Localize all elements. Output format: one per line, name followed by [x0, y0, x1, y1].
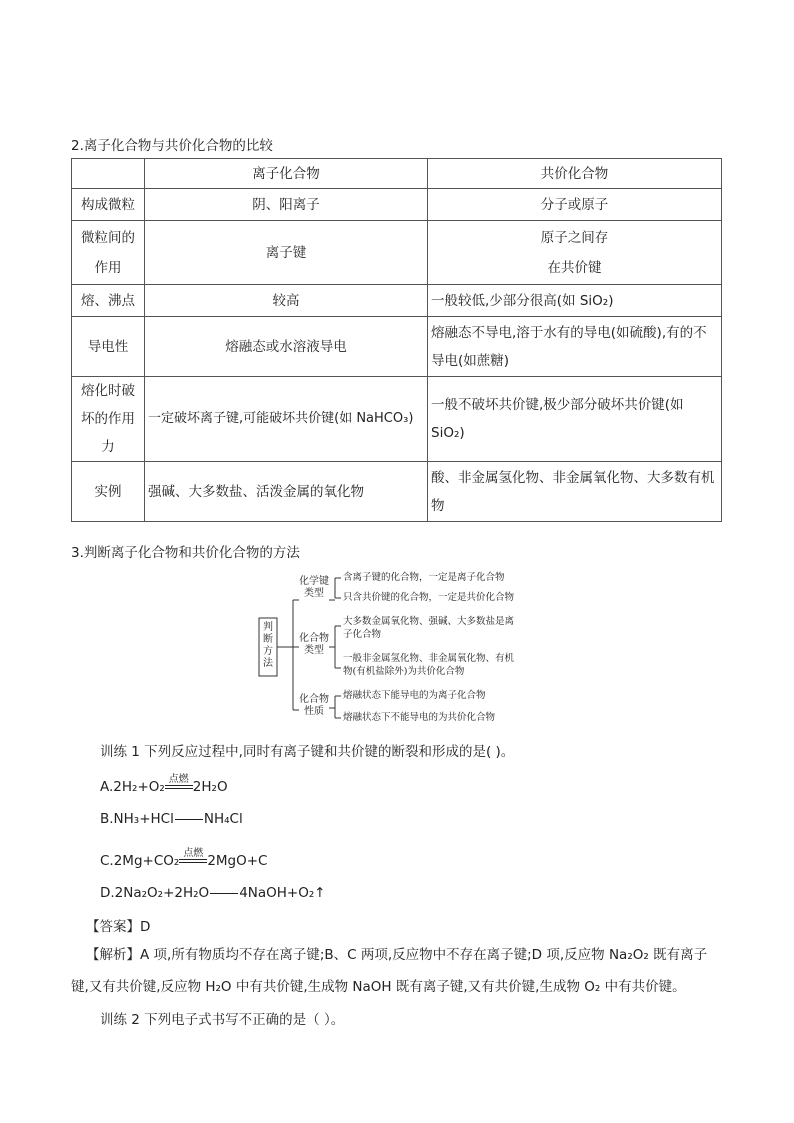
diagram-branch-label [293, 576, 335, 600]
equation-left: C.2Mg+CO₂ [100, 853, 180, 869]
table-cell [428, 221, 722, 285]
table-cell: 阴、阳离子 [145, 189, 428, 221]
diagram-item: 熔融状态下能导电的为离子化合物 [343, 690, 486, 701]
table-cell: 熔融态或水溶液导电 [145, 317, 428, 377]
table-row [72, 462, 722, 522]
equation-right: 2MgO+C [207, 853, 268, 869]
table-cell: 较高 [145, 285, 428, 317]
exercise-2-question: 训练 2 下列电子式书写不正确的是（ ）。 [100, 1012, 345, 1028]
table-cell: 熔融态不导电,溶于水有的导电(如硫酸),有的不导电(如蔗糖) [428, 317, 722, 377]
option-c [100, 848, 268, 869]
table-cell [72, 221, 145, 285]
equation-right: 2H₂O [192, 779, 228, 795]
table-row [72, 377, 722, 462]
diagram-item: 熔融状态下不能导电的为共价化合物 [343, 712, 496, 723]
cell-line: 作用 [94, 259, 122, 276]
branch-label-line: 类型 [304, 588, 324, 599]
reaction-arrow-icon [179, 848, 207, 866]
equation-left: A.2H₂+O₂ [100, 779, 165, 795]
table-cell: 一定破坏离子键,可能破坏共价键(如 NaHCO₃) [145, 377, 428, 462]
equation-left: B.NH₃+HCl [100, 811, 174, 827]
option-b [100, 811, 243, 827]
equation-right: 4NaOH+O₂↑ [239, 885, 326, 901]
diagram-root-label: 判断方法 [263, 622, 273, 669]
table-cell: 构成微粒 [72, 189, 145, 221]
diagram-item: 物(有机盐除外)为共价化合物 [343, 666, 465, 677]
table-cell: 分子或原子 [428, 189, 722, 221]
equation-right: NH₄Cl [203, 811, 243, 827]
comparison-table [71, 158, 722, 522]
diagram-branch-label [293, 633, 335, 657]
method-diagram [257, 570, 557, 730]
table-cell: 强碱、大多数盐、活泼金属的氧化物 [145, 462, 428, 522]
diagram-branch-label [293, 694, 335, 718]
reaction-line-icon [175, 819, 203, 820]
reaction-line-icon [210, 893, 238, 894]
table-cell: 实例 [72, 462, 145, 522]
reaction-condition: 点燃 [168, 774, 189, 785]
cell-line: 原子之间存 [540, 229, 609, 246]
exercise-1-question: 训练 1 下列反应过程中,同时有离子键和共价键的断裂和形成的是( )。 [100, 744, 515, 760]
reaction-arrow-icon [165, 774, 193, 792]
section-3-title: 3.判断离子化合物和共价化合物的方法 [71, 545, 300, 561]
table-cell: 酸、非金属氢化物、非金属氧化物、大多数有机物 [428, 462, 722, 522]
table-header-cell: 离子化合物 [145, 159, 428, 189]
table-row [72, 285, 722, 317]
diagram-item: 只含共价键的化合物，一定是共价化合物 [343, 592, 515, 603]
table-cell: 一般不破坏共价键,极少部分破坏共价键(如 SiO₂) [428, 377, 722, 462]
table-row [72, 317, 722, 377]
table-cell [72, 377, 145, 462]
table-cell: 熔、沸点 [72, 285, 145, 317]
analysis-text: 【解析】A 项,所有物质均不存在离子键;B、C 两项,反应物中不存在离子键;D 项,反应物 Na₂O₂ 既有离子键,又有共价键,反应物 H₂O 中有共价键,生成物 NaOH 既有离子键,又有共价键,生成物 O₂ 中有共价键。 [71, 947, 708, 995]
branch-label-line: 类型 [304, 645, 324, 656]
cell-line: 微粒间的 [81, 229, 135, 246]
reaction-condition: 点燃 [183, 848, 204, 859]
table-header-row [72, 159, 722, 189]
diagram-item: 子化合物 [343, 629, 382, 640]
branch-label-line: 化学键 [299, 576, 329, 587]
table-cell: 离子键 [145, 221, 428, 285]
option-a [100, 774, 228, 795]
diagram-item: 一般非金属氢化物、非金属氧化物、有机 [343, 653, 515, 664]
table-header-cell: 共价化合物 [428, 159, 722, 189]
table-cell: 一般较低,少部分很高(如 SiO₂) [428, 285, 722, 317]
answer-text: 【答案】D [86, 919, 151, 935]
branch-label-line: 化合物 [299, 633, 329, 644]
table-row [72, 189, 722, 221]
cell-line: 坏的作用力 [81, 411, 135, 455]
branch-label-line: 化合物 [299, 694, 329, 705]
branch-label-line: 性质 [304, 706, 324, 717]
table-cell: 导电性 [72, 317, 145, 377]
diagram-item: 含离子键的化合物，一定是离子化合物 [343, 572, 505, 583]
section-2-title: 2.离子化合物与共价化合物的比较 [71, 138, 273, 154]
table-row [72, 221, 722, 285]
option-d [100, 885, 326, 901]
cell-line: 熔化时破 [81, 383, 135, 399]
cell-line: 在共价键 [547, 259, 602, 276]
diagram-item: 大多数金属氧化物、强碱、大多数盐是离 [343, 616, 515, 627]
equation-left: D.2Na₂O₂+2H₂O [100, 885, 210, 901]
table-header-cell [72, 159, 145, 189]
